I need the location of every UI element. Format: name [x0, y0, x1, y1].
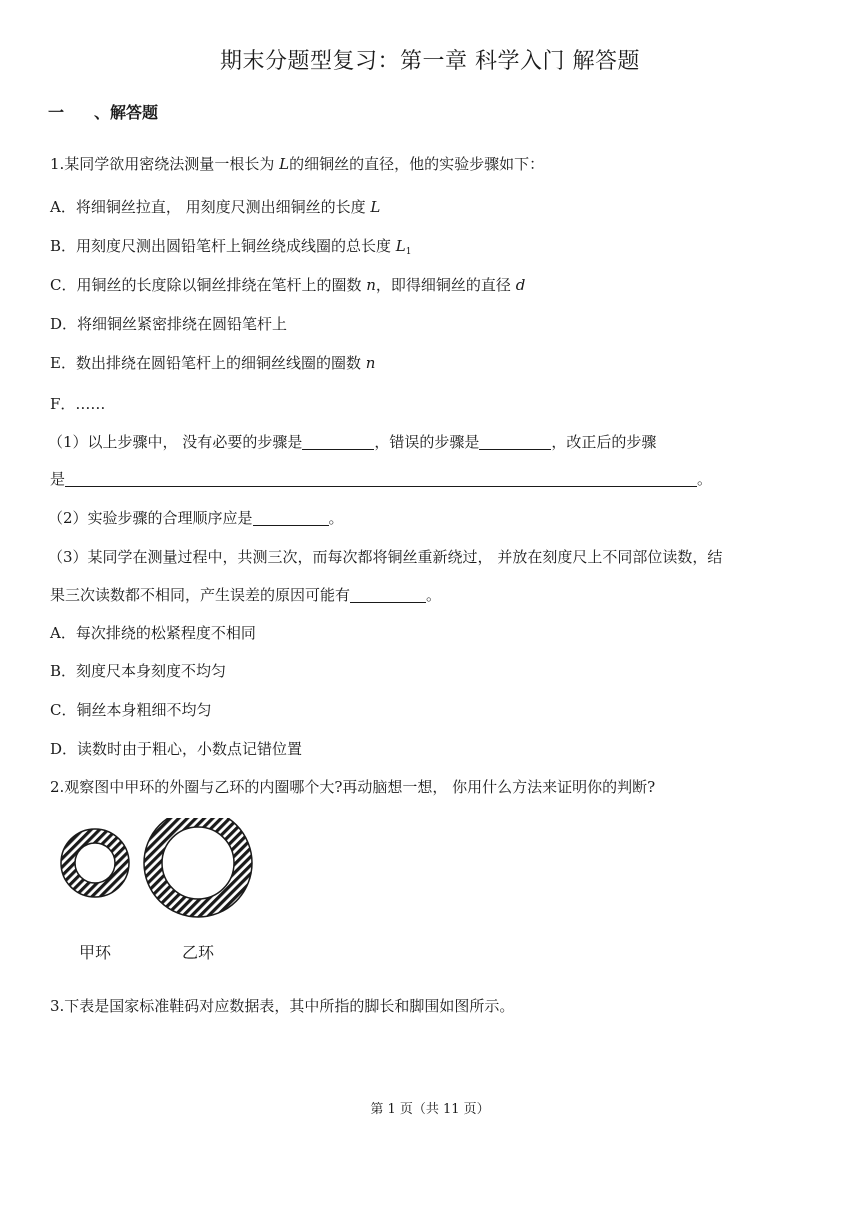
page-footer: 第 1 页（共 11 页） — [370, 1102, 490, 1117]
rings-illustration — [58, 818, 258, 968]
q1-choice-b: B．刻度尺本身刻度不均匀 — [50, 662, 227, 680]
q1-stem: 1.某同学欲用密绕法测量一根长为 L的细铜丝的直径，他的实验步骤如下： — [50, 155, 545, 173]
q2-stem: 2.观察图中甲环的外圈与乙环的内圈哪个大?再动脑想一想， 你用什么方法来证明你的判断? — [50, 778, 656, 796]
q1-choice-c: C．铜丝本身粗细不均匀 — [50, 701, 212, 719]
section-number: 一 — [48, 103, 65, 122]
q1-step-a: A．将细铜丝拉直， 用刻度尺测出细铜丝的长度 L — [50, 198, 381, 216]
q1-part1: （1）以上步骤中， 没有必要的步骤是 ，错误的步骤是 ，改正后的步骤 — [48, 433, 657, 451]
ring-yi-label: 乙环 — [181, 943, 215, 962]
q1-step-f: F．…… — [50, 395, 106, 413]
section-label: 、解答题 — [94, 103, 159, 122]
ring-jia — [61, 829, 129, 897]
answer-blank-order[interactable] — [253, 509, 329, 526]
q1-choice-d: D．读数时由于粗心，小数点记错位置 — [50, 740, 303, 758]
ring-figure — [58, 818, 258, 968]
answer-blank-wrong-step[interactable] — [479, 433, 551, 450]
q1-step-b: B．用刻度尺测出圆铅笔杆上铜丝绕成线圈的总长度 $L_1$ — [50, 237, 412, 257]
answer-blank-error-cause[interactable] — [350, 586, 426, 603]
q1-step-e: E．数出排绕在圆铅笔杆上的细铜丝线圈的圈数 n — [50, 354, 376, 372]
q1-choice-a: A．每次排绕的松紧程度不相同 — [50, 624, 256, 642]
q1-part1-continued: 是 。 — [50, 470, 713, 488]
section-heading — [48, 100, 158, 123]
ring-yi — [144, 818, 252, 917]
answer-blank-unneeded-step[interactable] — [302, 433, 374, 450]
q3-stem: 3.下表是国家标准鞋码对应数据表，其中所指的脚长和脚围如图所示。 — [50, 997, 515, 1015]
answer-blank-corrected-step[interactable] — [65, 470, 697, 487]
ring-jia-label: 甲环 — [78, 943, 112, 962]
q1-step-c: C．用铜丝的长度除以铜丝排绕在笔杆上的圈数 n，即得细铜丝的直径 d — [50, 276, 526, 294]
q1-part2: （2）实验步骤的合理顺序应是 。 — [48, 509, 344, 527]
q1-part3-line1: （3）某同学在测量过程中，共测三次，而每次都将铜丝重新绕过， 并放在刻度尺上不同部位读数，结 — [48, 548, 723, 566]
page-title: 期末分题型复习：第一章 科学入门 解答题 — [220, 49, 640, 74]
q1-part3-line2: 果三次读数都不相同，产生误差的原因可能有 。 — [50, 586, 442, 604]
q1-step-d: D．将细铜丝紧密排绕在圆铅笔杆上 — [50, 315, 288, 333]
